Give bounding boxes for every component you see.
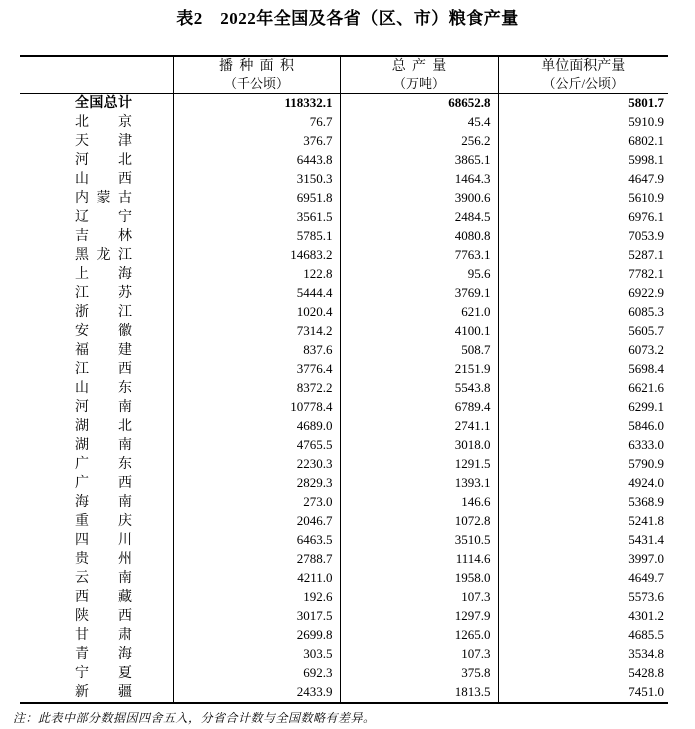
region-label: 黑龙江 xyxy=(75,247,132,263)
yield-per-unit-cell: 4924.0 xyxy=(498,474,668,493)
table-row xyxy=(20,151,668,170)
sown-area-cell: 122.8 xyxy=(173,265,340,284)
total-output-cell: 4100.1 xyxy=(340,322,498,341)
table-row xyxy=(20,379,668,398)
yield-per-unit-cell: 6333.0 xyxy=(498,436,668,455)
total-output-cell: 375.8 xyxy=(340,664,498,683)
total-output-cell: 508.7 xyxy=(340,341,498,360)
region-cell xyxy=(20,455,173,474)
table-row xyxy=(20,607,668,626)
region-cell xyxy=(20,664,173,683)
yield-per-unit-cell: 6976.1 xyxy=(498,208,668,227)
total-output-cell: 256.2 xyxy=(340,132,498,151)
region-cell xyxy=(20,436,173,455)
region-label: 河北 xyxy=(75,152,132,168)
region-cell xyxy=(20,265,173,284)
yield-per-unit-cell: 6073.2 xyxy=(498,341,668,360)
header-row xyxy=(20,56,668,93)
region-cell xyxy=(20,93,173,113)
total-output-cell: 1114.6 xyxy=(340,550,498,569)
region-cell xyxy=(20,113,173,132)
table-row xyxy=(20,113,668,132)
table-row xyxy=(20,550,668,569)
region-label: 辽宁 xyxy=(75,209,132,225)
table-header xyxy=(20,56,668,93)
yield-per-unit-cell: 5910.9 xyxy=(498,113,668,132)
table-row xyxy=(20,208,668,227)
sown-area-cell: 4211.0 xyxy=(173,569,340,588)
yield-per-unit-cell: 6621.6 xyxy=(498,379,668,398)
region-cell xyxy=(20,132,173,151)
sown-area-cell: 6463.5 xyxy=(173,531,340,550)
region-label: 天津 xyxy=(75,133,132,149)
total-output-cell: 1464.3 xyxy=(340,170,498,189)
region-label: 上海 xyxy=(75,266,132,282)
yield-per-unit-cell: 5698.4 xyxy=(498,360,668,379)
yield-per-unit-cell: 5605.7 xyxy=(498,322,668,341)
total-output-cell: 107.3 xyxy=(340,645,498,664)
region-label: 宁夏 xyxy=(75,665,132,681)
sown-area-cell: 10778.4 xyxy=(173,398,340,417)
region-cell xyxy=(20,227,173,246)
yield-per-unit-cell: 4685.5 xyxy=(498,626,668,645)
region-label: 青海 xyxy=(75,646,132,662)
region-cell xyxy=(20,398,173,417)
sown-area-cell: 2788.7 xyxy=(173,550,340,569)
yield-per-unit-cell: 3997.0 xyxy=(498,550,668,569)
region-label: 内蒙古 xyxy=(75,190,132,206)
sown-area-cell: 5785.1 xyxy=(173,227,340,246)
sown-area-cell: 2433.9 xyxy=(173,683,340,703)
table-row xyxy=(20,645,668,664)
table-row xyxy=(20,493,668,512)
region-label: 全国总计 xyxy=(75,95,132,111)
sown-area-cell: 3561.5 xyxy=(173,208,340,227)
table-row xyxy=(20,569,668,588)
region-cell xyxy=(20,645,173,664)
table-row xyxy=(20,93,668,113)
column-header-total-output xyxy=(340,56,498,93)
total-output-cell: 2484.5 xyxy=(340,208,498,227)
total-output-cell: 95.6 xyxy=(340,265,498,284)
table-row xyxy=(20,474,668,493)
table-row xyxy=(20,303,668,322)
region-label: 重庆 xyxy=(75,513,132,529)
total-output-cell: 6789.4 xyxy=(340,398,498,417)
total-output-cell: 4080.8 xyxy=(340,227,498,246)
yield-per-unit-cell: 5368.9 xyxy=(498,493,668,512)
sown-area-cell: 2699.8 xyxy=(173,626,340,645)
region-cell xyxy=(20,341,173,360)
yield-per-unit-cell: 4647.9 xyxy=(498,170,668,189)
yield-per-unit-cell: 5428.8 xyxy=(498,664,668,683)
grain-production-table xyxy=(20,55,668,704)
sown-area-cell: 3150.3 xyxy=(173,170,340,189)
yield-per-unit-cell: 7451.0 xyxy=(498,683,668,703)
table-row xyxy=(20,360,668,379)
total-output-cell: 3865.1 xyxy=(340,151,498,170)
region-cell xyxy=(20,246,173,265)
region-label: 河南 xyxy=(75,399,132,415)
region-cell xyxy=(20,626,173,645)
region-label: 江西 xyxy=(75,361,132,377)
total-output-cell: 1265.0 xyxy=(340,626,498,645)
region-cell xyxy=(20,550,173,569)
region-cell xyxy=(20,493,173,512)
sown-area-cell: 118332.1 xyxy=(173,93,340,113)
yield-per-unit-cell: 6085.3 xyxy=(498,303,668,322)
region-label: 安徽 xyxy=(75,323,132,339)
table-row xyxy=(20,189,668,208)
region-cell xyxy=(20,417,173,436)
region-cell xyxy=(20,474,173,493)
column-header-sown-area xyxy=(173,56,340,93)
table-row xyxy=(20,455,668,474)
total-output-cell: 2741.1 xyxy=(340,417,498,436)
total-output-cell: 107.3 xyxy=(340,588,498,607)
region-label: 山西 xyxy=(75,171,132,187)
sown-area-cell: 6443.8 xyxy=(173,151,340,170)
page xyxy=(0,7,695,729)
sown-area-cell: 1020.4 xyxy=(173,303,340,322)
yield-per-unit-cell: 5801.7 xyxy=(498,93,668,113)
sown-area-cell: 2046.7 xyxy=(173,512,340,531)
sown-area-cell: 273.0 xyxy=(173,493,340,512)
total-output-cell: 3900.6 xyxy=(340,189,498,208)
total-output-cell: 146.6 xyxy=(340,493,498,512)
sown-area-cell: 4689.0 xyxy=(173,417,340,436)
region-label: 西藏 xyxy=(75,589,132,605)
total-output-cell: 1393.1 xyxy=(340,474,498,493)
region-label: 山东 xyxy=(75,380,132,396)
region-label: 新疆 xyxy=(75,684,132,700)
column-header-yield-label: 单位面积产量 xyxy=(541,59,626,75)
sown-area-cell: 3017.5 xyxy=(173,607,340,626)
region-cell xyxy=(20,512,173,531)
region-cell xyxy=(20,170,173,189)
yield-per-unit-cell: 6802.1 xyxy=(498,132,668,151)
table-row xyxy=(20,398,668,417)
total-output-cell: 1072.8 xyxy=(340,512,498,531)
yield-per-unit-cell: 5431.4 xyxy=(498,531,668,550)
yield-per-unit-cell: 5287.1 xyxy=(498,246,668,265)
region-label: 四川 xyxy=(75,532,132,548)
column-header-total-output-label: 总产量 xyxy=(391,59,453,75)
region-cell xyxy=(20,569,173,588)
region-label: 云南 xyxy=(75,570,132,586)
sown-area-cell: 4765.5 xyxy=(173,436,340,455)
yield-per-unit-cell: 5573.6 xyxy=(498,588,668,607)
total-output-cell: 1291.5 xyxy=(340,455,498,474)
sown-area-cell: 2829.3 xyxy=(173,474,340,493)
yield-per-unit-cell: 4301.2 xyxy=(498,607,668,626)
region-cell xyxy=(20,322,173,341)
table-row xyxy=(20,170,668,189)
table-row xyxy=(20,341,668,360)
sown-area-cell: 5444.4 xyxy=(173,284,340,303)
region-label: 海南 xyxy=(75,494,132,510)
sown-area-cell: 7314.2 xyxy=(173,322,340,341)
region-cell xyxy=(20,588,173,607)
table-row xyxy=(20,246,668,265)
footnote: 注：此表中部分数据因四舍五入，分省合计数与全国数略有差异。 xyxy=(13,710,376,725)
total-output-cell: 3510.5 xyxy=(340,531,498,550)
table-row xyxy=(20,683,668,703)
sown-area-cell: 376.7 xyxy=(173,132,340,151)
column-header-yield-unit: （公斤/公顷） xyxy=(542,76,625,92)
region-cell xyxy=(20,189,173,208)
table-row xyxy=(20,227,668,246)
table-row xyxy=(20,436,668,455)
region-label: 湖南 xyxy=(75,437,132,453)
table-row xyxy=(20,626,668,645)
yield-per-unit-cell: 6299.1 xyxy=(498,398,668,417)
table-title: 表2 2022年全国及各省（区、市）粮食产量 xyxy=(176,9,519,28)
region-label: 浙江 xyxy=(75,304,132,320)
region-label: 北京 xyxy=(75,114,132,130)
table-row xyxy=(20,512,668,531)
total-output-cell: 621.0 xyxy=(340,303,498,322)
yield-per-unit-cell: 4649.7 xyxy=(498,569,668,588)
region-cell xyxy=(20,360,173,379)
table-row xyxy=(20,132,668,151)
total-output-cell: 3769.1 xyxy=(340,284,498,303)
table-row xyxy=(20,417,668,436)
region-cell xyxy=(20,284,173,303)
yield-per-unit-cell: 7782.1 xyxy=(498,265,668,284)
total-output-cell: 68652.8 xyxy=(340,93,498,113)
yield-per-unit-cell: 5846.0 xyxy=(498,417,668,436)
total-output-cell: 1297.9 xyxy=(340,607,498,626)
region-cell xyxy=(20,531,173,550)
yield-per-unit-cell: 5790.9 xyxy=(498,455,668,474)
total-output-cell: 45.4 xyxy=(340,113,498,132)
region-cell xyxy=(20,208,173,227)
sown-area-cell: 837.6 xyxy=(173,341,340,360)
table-body xyxy=(20,93,668,703)
sown-area-cell: 14683.2 xyxy=(173,246,340,265)
table-row xyxy=(20,531,668,550)
region-label: 陕西 xyxy=(75,608,132,624)
region-label: 甘肃 xyxy=(75,627,132,643)
yield-per-unit-cell: 6922.9 xyxy=(498,284,668,303)
yield-per-unit-cell: 7053.9 xyxy=(498,227,668,246)
table-row xyxy=(20,588,668,607)
region-cell xyxy=(20,151,173,170)
total-output-cell: 7763.1 xyxy=(340,246,498,265)
sown-area-cell: 692.3 xyxy=(173,664,340,683)
yield-per-unit-cell: 3534.8 xyxy=(498,645,668,664)
region-cell xyxy=(20,379,173,398)
sown-area-cell: 3776.4 xyxy=(173,360,340,379)
column-header-sown-area-unit: （千公顷） xyxy=(223,76,289,92)
column-header-region xyxy=(20,56,173,93)
column-header-yield xyxy=(498,56,668,93)
region-label: 贵州 xyxy=(75,551,132,567)
sown-area-cell: 8372.2 xyxy=(173,379,340,398)
total-output-cell: 1813.5 xyxy=(340,683,498,703)
region-label: 吉林 xyxy=(75,228,132,244)
region-cell xyxy=(20,303,173,322)
sown-area-cell: 76.7 xyxy=(173,113,340,132)
total-output-cell: 5543.8 xyxy=(340,379,498,398)
total-output-cell: 3018.0 xyxy=(340,436,498,455)
region-label: 广西 xyxy=(75,475,132,491)
table-row xyxy=(20,265,668,284)
table-row xyxy=(20,284,668,303)
yield-per-unit-cell: 5998.1 xyxy=(498,151,668,170)
total-output-cell: 1958.0 xyxy=(340,569,498,588)
region-cell xyxy=(20,607,173,626)
sown-area-cell: 6951.8 xyxy=(173,189,340,208)
column-header-sown-area-label: 播种面积 xyxy=(219,59,301,75)
column-header-total-output-unit: （万吨） xyxy=(392,76,445,92)
sown-area-cell: 192.6 xyxy=(173,588,340,607)
region-label: 江苏 xyxy=(75,285,132,301)
table-row xyxy=(20,322,668,341)
yield-per-unit-cell: 5241.8 xyxy=(498,512,668,531)
sown-area-cell: 303.5 xyxy=(173,645,340,664)
table-row xyxy=(20,664,668,683)
region-label: 广东 xyxy=(75,456,132,472)
region-cell xyxy=(20,683,173,703)
yield-per-unit-cell: 5610.9 xyxy=(498,189,668,208)
region-label: 湖北 xyxy=(75,418,132,434)
total-output-cell: 2151.9 xyxy=(340,360,498,379)
sown-area-cell: 2230.3 xyxy=(173,455,340,474)
region-label: 福建 xyxy=(75,342,132,358)
